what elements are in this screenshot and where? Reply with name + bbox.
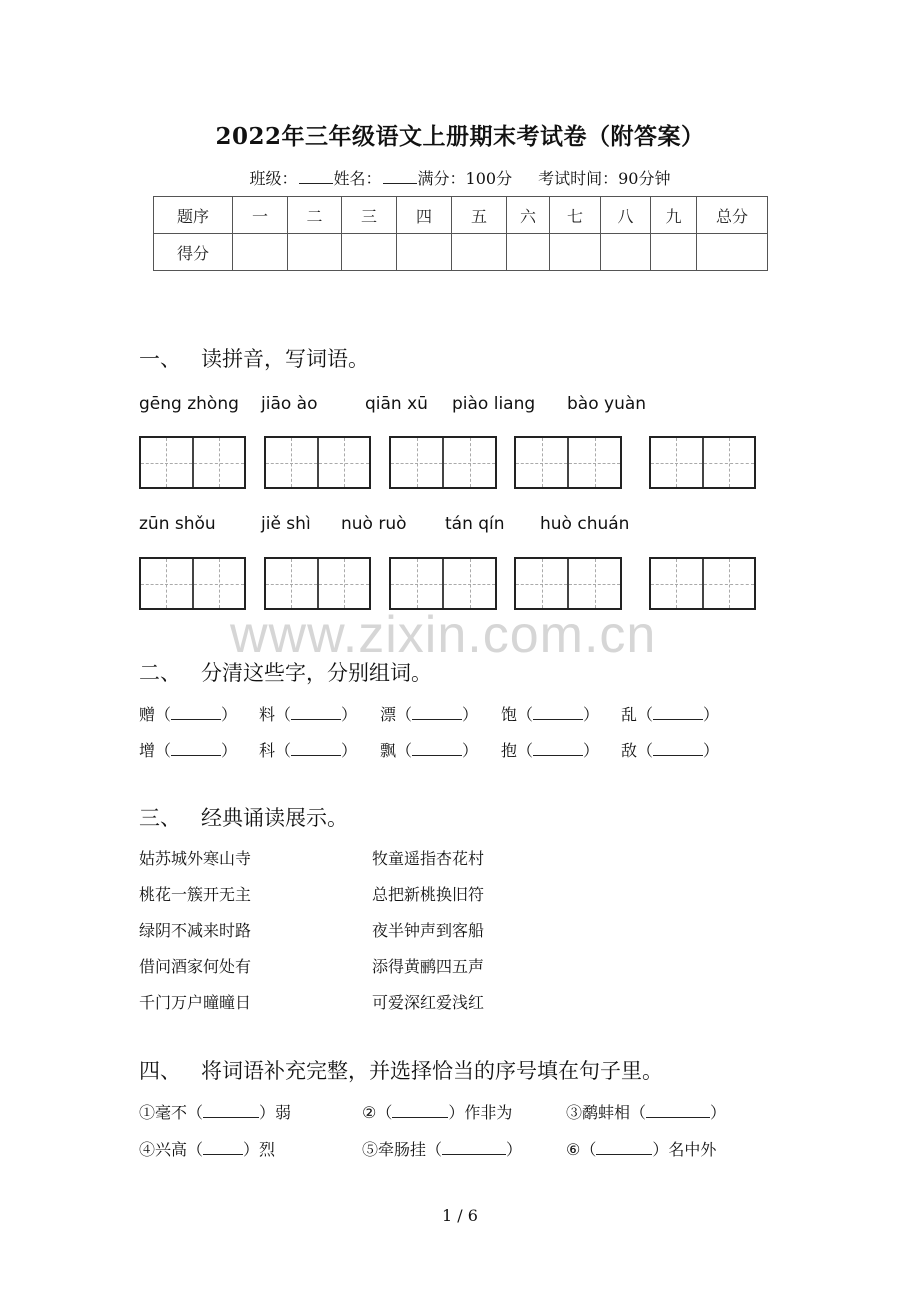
pinyin: piào liang bbox=[452, 394, 536, 414]
section3-heading bbox=[139, 802, 348, 832]
word-item: 乱（ ） bbox=[621, 705, 720, 724]
writing-grid[interactable] bbox=[389, 436, 497, 489]
answer-blank[interactable] bbox=[533, 743, 583, 756]
score-table-header-row bbox=[154, 197, 768, 234]
poem-line-left: 借问酒家何处有 bbox=[139, 957, 252, 976]
poem-line-right: 牧童遥指杏花村 bbox=[372, 849, 485, 868]
word-item: 漂（ ） bbox=[380, 705, 479, 724]
row-label: 得分 bbox=[154, 234, 233, 271]
score-cell[interactable] bbox=[233, 234, 288, 271]
score-cell[interactable] bbox=[601, 234, 651, 271]
writing-grid[interactable] bbox=[139, 436, 246, 489]
writing-grid[interactable] bbox=[649, 557, 756, 610]
poem-line-left: 千门万户曈曈日 bbox=[139, 993, 252, 1012]
exam-info bbox=[0, 166, 920, 189]
section1-heading bbox=[139, 343, 369, 373]
word-item: 料（ ） bbox=[259, 705, 358, 724]
word-item: 科（ ） bbox=[259, 741, 358, 760]
header-cell: 一 bbox=[233, 197, 288, 234]
poem-line-left: 绿阴不减来时路 bbox=[139, 921, 252, 940]
header-cell: 总分 bbox=[697, 197, 768, 234]
section2-heading bbox=[139, 657, 432, 687]
answer-blank[interactable] bbox=[171, 707, 221, 720]
exam-title: 2022年三年级语文上册期末考试卷（附答案） bbox=[215, 123, 705, 150]
page-number: 1 / 6 bbox=[442, 1206, 478, 1225]
score-cell[interactable] bbox=[651, 234, 697, 271]
word-item: 增（ ） bbox=[139, 741, 238, 760]
word-item: 抱（ ） bbox=[501, 741, 600, 760]
watermark: www.zixin.com.cn bbox=[230, 606, 657, 664]
header-cell: 七 bbox=[550, 197, 601, 234]
score-cell[interactable] bbox=[507, 234, 550, 271]
word-item: 饱（ ） bbox=[501, 705, 600, 724]
section-title: 分清这些字，分别组词。 bbox=[201, 661, 432, 685]
score-table-score-row bbox=[154, 234, 768, 271]
section-title: 经典诵读展示。 bbox=[201, 806, 348, 830]
score-cell[interactable] bbox=[550, 234, 601, 271]
answer-blank[interactable] bbox=[203, 1105, 259, 1118]
pinyin: tán qín bbox=[445, 514, 505, 534]
idiom-item: ⑤牵肠挂（ ） bbox=[362, 1140, 523, 1159]
writing-grid[interactable] bbox=[139, 557, 246, 610]
word-item: 赠（ ） bbox=[139, 705, 238, 724]
answer-blank[interactable] bbox=[653, 707, 703, 720]
class-label: 班级： bbox=[249, 169, 298, 188]
poem-line-right: 添得黄鹂四五声 bbox=[372, 957, 485, 976]
section4-heading bbox=[139, 1055, 663, 1085]
score-cell[interactable] bbox=[288, 234, 342, 271]
section-number: 一、 bbox=[139, 347, 181, 371]
poem-line-left: 桃花一簇开无主 bbox=[139, 885, 252, 904]
score-cell[interactable] bbox=[452, 234, 507, 271]
answer-blank[interactable] bbox=[291, 743, 341, 756]
score-cell[interactable] bbox=[697, 234, 768, 271]
answer-blank[interactable] bbox=[291, 707, 341, 720]
score-cell[interactable] bbox=[397, 234, 452, 271]
class-blank[interactable] bbox=[299, 169, 333, 184]
answer-blank[interactable] bbox=[442, 1142, 506, 1155]
header-cell: 八 bbox=[601, 197, 651, 234]
writing-grid[interactable] bbox=[389, 557, 497, 610]
answer-blank[interactable] bbox=[653, 743, 703, 756]
header-cell: 题序 bbox=[154, 197, 233, 234]
header-cell: 四 bbox=[397, 197, 452, 234]
pinyin: nuò ruò bbox=[341, 514, 407, 534]
answer-blank[interactable] bbox=[171, 743, 221, 756]
idiom-item: ③鹬蚌相（ ） bbox=[566, 1103, 727, 1122]
section-title: 读拼音，写词语。 bbox=[201, 347, 369, 371]
poem-line-left: 姑苏城外寒山寺 bbox=[139, 849, 252, 868]
answer-blank[interactable] bbox=[203, 1142, 243, 1155]
pinyin: gēng zhòng bbox=[139, 394, 239, 414]
poem-line-right: 夜半钟声到客船 bbox=[372, 921, 485, 940]
pinyin: qiān xū bbox=[365, 394, 428, 414]
idiom-item: ①毫不（ ）弱 bbox=[139, 1103, 292, 1122]
writing-grid[interactable] bbox=[514, 436, 622, 489]
name-label: 姓名： bbox=[333, 169, 382, 188]
poem-line-right: 总把新桃换旧符 bbox=[372, 885, 485, 904]
answer-blank[interactable] bbox=[412, 707, 462, 720]
word-item: 飘（ ） bbox=[380, 741, 479, 760]
idiom-item: ④兴高（ ）烈 bbox=[139, 1140, 276, 1159]
header-cell: 三 bbox=[342, 197, 397, 234]
answer-blank[interactable] bbox=[412, 743, 462, 756]
pinyin: huò chuán bbox=[540, 514, 630, 534]
idiom-item: ⑥（ ）名中外 bbox=[566, 1140, 717, 1159]
pinyin: zūn shǒu bbox=[139, 514, 216, 534]
score-table bbox=[153, 196, 768, 271]
header-cell: 六 bbox=[507, 197, 550, 234]
header-cell: 九 bbox=[651, 197, 697, 234]
writing-grid[interactable] bbox=[649, 436, 756, 489]
section-number: 三、 bbox=[139, 806, 181, 830]
header-cell: 二 bbox=[288, 197, 342, 234]
word-item: 敌（ ） bbox=[621, 741, 720, 760]
section-number: 二、 bbox=[139, 661, 181, 685]
pinyin: bào yuàn bbox=[567, 394, 647, 414]
writing-grid[interactable] bbox=[264, 557, 371, 610]
name-blank[interactable] bbox=[383, 169, 417, 184]
answer-blank[interactable] bbox=[596, 1142, 652, 1155]
answer-blank[interactable] bbox=[392, 1105, 448, 1118]
writing-grid[interactable] bbox=[514, 557, 622, 610]
pinyin: jiāo ào bbox=[261, 394, 318, 414]
section-title: 将词语补充完整，并选择恰当的序号填在句子里。 bbox=[201, 1059, 663, 1083]
time-label: 考试时间：90分钟 bbox=[538, 169, 671, 188]
poem-line-right: 可爱深红爱浅红 bbox=[372, 993, 485, 1012]
full-score-label: 满分：100分 bbox=[417, 169, 513, 188]
answer-blank[interactable] bbox=[533, 707, 583, 720]
answer-blank[interactable] bbox=[646, 1105, 710, 1118]
pinyin: jiě shì bbox=[261, 514, 311, 534]
idiom-item: ②（ ）作非为 bbox=[362, 1103, 513, 1122]
score-cell[interactable] bbox=[342, 234, 397, 271]
section-number: 四、 bbox=[139, 1059, 181, 1083]
writing-grid[interactable] bbox=[264, 436, 371, 489]
header-cell: 五 bbox=[452, 197, 507, 234]
